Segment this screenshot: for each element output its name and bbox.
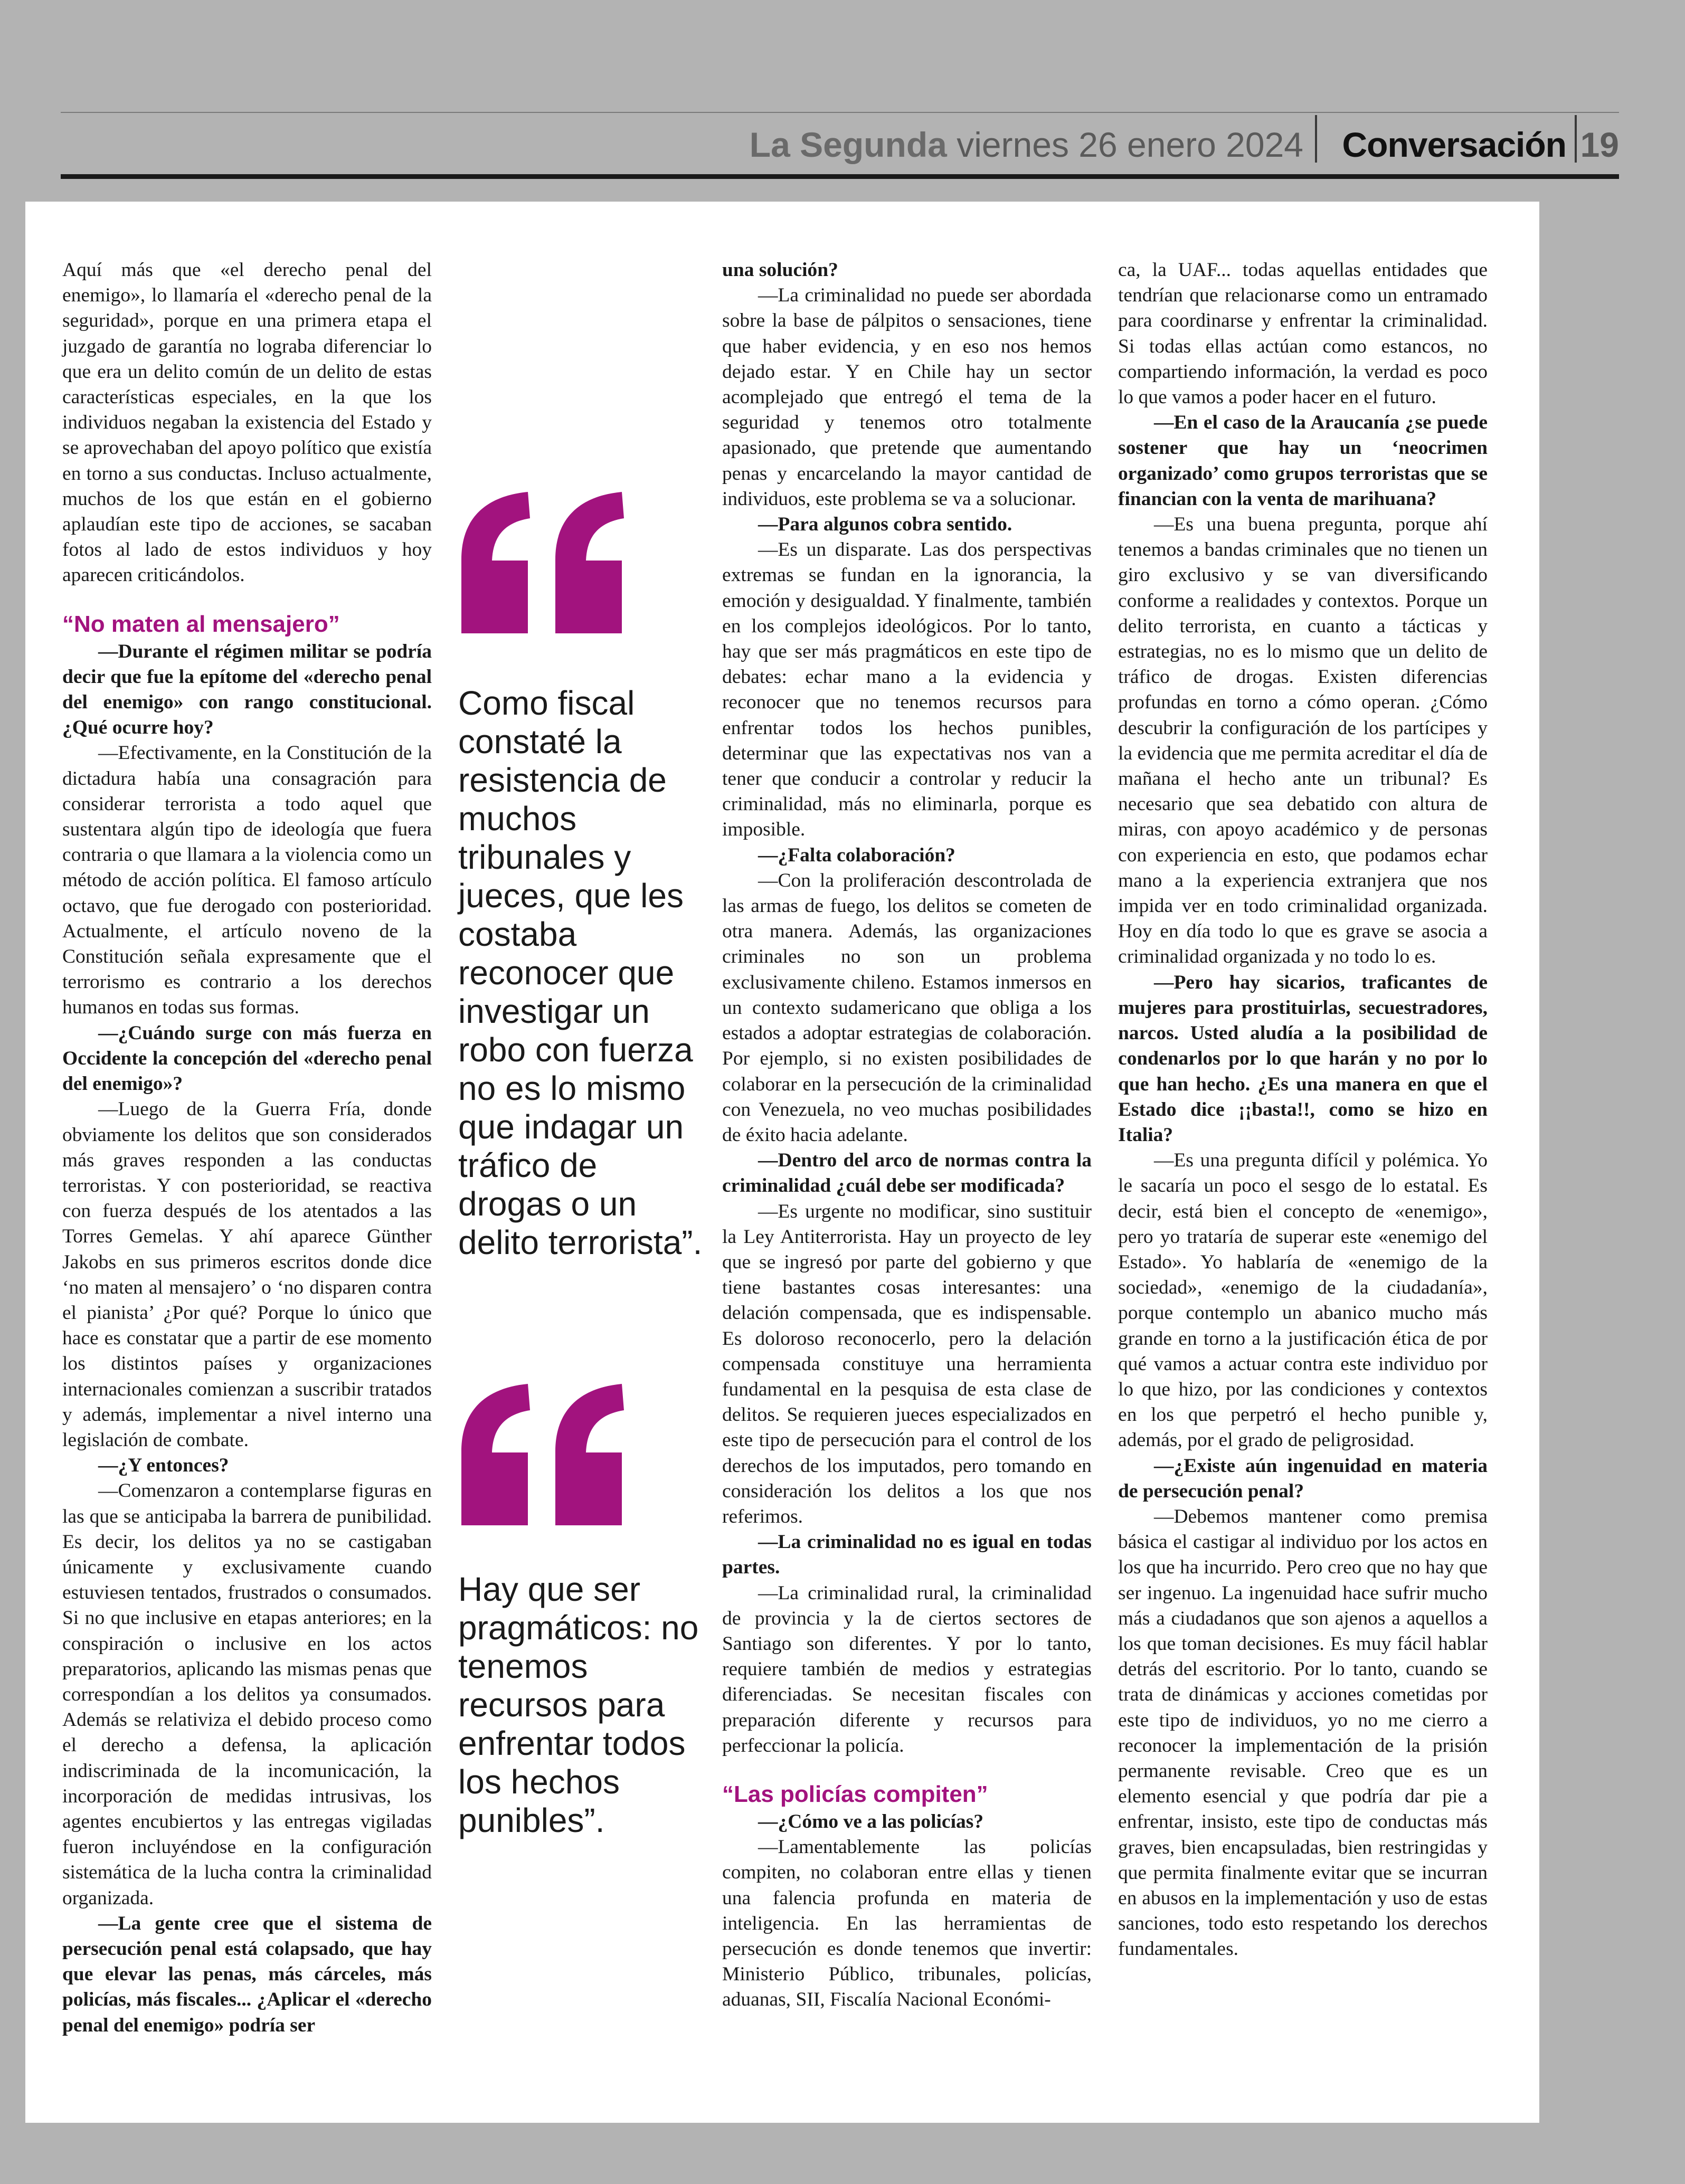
page-number: 19 [1580, 125, 1619, 164]
quote-mark-icon [455, 491, 635, 639]
interview-question: —Para algunos cobra sentido. [758, 514, 1012, 536]
interview-question: —Dentro del arco de normas contra la criminalidad ¿cuál debe ser modificada? [722, 1150, 1092, 1197]
interview-question: —¿Existe aún ingenuidad en materia de persecución penal? [1118, 1455, 1488, 1502]
paragraph: —Es una buena pregunta, porque ahí tenemos a bandas criminales que no tienen un giro exclusivo y se van diversificando conforme a realidades y contextos. Porque un delito terrorista, en cuanto a tácticas y estrategias, no es lo mismo que un delito de tráfico de drogas. Existen diferencias profundas en torno a cómo operan. ¿Cómo descubrir la configuración de los partícipes y la evidencia que me permita acreditar el día de mañana el hecho ante un tribunal? Es necesario que sea debatido con altura de miras, con apoyo académico y de personas con experiencia en esto, que podamos echar mano a la experiencia extranjera que nos impida ver en todo criminalidad organizada. Hoy en día todo lo que es grave se asocia a criminalidad organizada y no todo lo es. [1118, 514, 1488, 968]
pull-quote-2: Hay que ser pragmáticos: no tenemos recursos para enfrentar todos los hechos punibles”. [458, 1570, 699, 1839]
header-rule [61, 174, 1619, 179]
pull-quote-1: Como fiscal constaté la resistencia de muchos tribunales y jueces, que les costaba reconocer que investigar un robo con fuerza no es lo mismo que indagar un tráfico de drogas o un delito terrorista”. [458, 684, 703, 1261]
paragraph: —La criminalidad rural, la criminalidad de provincia y la de ciertos sectores de Santiago son diferentes. Y por lo tanto, requiere también de medios y estrategias diferenciadas. Se necesitan fiscales con preparación diferente y recursos para perfeccionar la policía. [722, 1582, 1092, 1756]
interview-question: —En el caso de la Araucanía ¿se puede sostener que hay un ‘neocrimen organizado’ como grupos terroristas que se financian con la venta de marihuana? [1118, 412, 1488, 510]
issue-date: viernes 26 enero 2024 [957, 125, 1303, 164]
interview-question: —¿Y entonces? [98, 1455, 229, 1477]
paragraph: Aquí más que «el derecho penal del enemigo», lo llamaría el «derecho penal de la seguridad», porque en una primera etapa el juzgado de garantía no lograba diferenciar lo que era un delito común de un delito de estas características especiales, en la que los individuos negaban la existencia del Estado y se aprovechaban del apoyo político que existía en torno a sus conductas. Incluso actualmente, muchos de los que están en el gobierno aplaudían este tipo de acciones, se sacaban fotos al lado de estos individuos y hoy aparecen criticándolos. [62, 259, 432, 586]
interview-question: —¿Cómo ve a las policías? [758, 1810, 984, 1832]
interview-question: —La criminalidad no es igual en todas partes. [722, 1531, 1092, 1579]
article-column-2 [722, 258, 1092, 2013]
page-header [61, 115, 1619, 174]
paragraph: —Debemos mantener como premisa básica el castigar al individuo por los actos en los que ha incurrido. Pero creo que no hay que ser ingenuo. La ingenuidad hace sufrir mucho más a ciudadanos que son ajenos a aquellos a los que toman decisiones. Es muy fácil hablar detrás del escritorio. Por lo tanto, cuando se trata de dinámicas y acciones cometidas por este tipo de individuos, yo no me cierro a reconocer la implementación de la prisión permanente revisable. Creo que es un elemento esencial y que podría dar pie a enfrentar, insisto, este tipo de conductas más graves, bien encapsuladas, bien restringidas y que permita finalmente evitar que se incurran en abusos en la implementación y uso de estas sanciones, todo esto respetando los derechos fundamentales. [1118, 1505, 1488, 1960]
newspaper-name: La Segunda [749, 125, 947, 164]
section-subheading: “Las policías compiten” [722, 1781, 988, 1807]
masthead [750, 118, 1303, 171]
paragraph: —Efectivamente, en la Constitución de la dictadura había una consagración para considerar terrorista a todo aquel que sustentara algún tipo de ideología que fuera contraria o que llamara a la violencia como un método de acción política. El famoso artículo octavo, que fue derogado con posterioridad. Actualmente, el artículo noveno de la Constitución señala expresamente que el terrorismo es contrario a los derechos humanos en todas sus formas. [62, 742, 432, 1019]
section-subheading: “No maten al mensajero” [62, 611, 340, 637]
top-thin-rule [61, 112, 1619, 113]
article-column-3 [1118, 258, 1488, 1962]
paragraph: —Comenzaron a contemplarse figuras en las que se anticipaba la barrera de punibilidad. Es decir, los delitos ya no se castigaban únicamente y exclusivamente cuando estuviesen tentados, frustrados o consumados. Si no que inclusive en etapas anteriores; en la conspiración o inclusive en los actos preparatorios, aplicando las mismas penas que correspondían a los delitos ya consumados. Además se relativiza el debido proceso como el derecho a defensa, la aplicación indiscriminada de la incomunicación, la incorporación de medidas intrusivas, los agentes encubiertos y las entregas vigiladas fueron incluyéndose en la configuración sistemática de la lucha contra la criminalidad organizada. [62, 1480, 432, 1909]
paragraph: —Con la proliferación descontrolada de las armas de fuego, los delitos se cometen de otra manera. Además, las organizaciones criminales no son un problema exclusivamente chileno. Estamos inmersos en un contexto sudamericano que obliga a los estados a adoptar estrategias de colaboración. Por ejemplo, si no existen posibilidades de colaborar en la persecución de la criminalidad con Venezuela, no veo muchas posibilidades de éxito hacia adelante. [722, 869, 1092, 1146]
interview-question: —Pero hay sicarios, traficantes de mujeres para prostituirlas, secuestradores, narcos. Usted aludía a la posibilidad de condenarlos por lo que harán y no por lo que han hecho. ¿Es una manera en que el Estado dice ¡¡basta!!, como se hizo en Italia? [1118, 971, 1488, 1146]
quote-mark-icon [455, 1383, 635, 1531]
paragraph: —La criminalidad no puede ser abordada sobre la base de pálpitos o sensaciones, tiene que haber evidencia, y en eso nos hemos dejado estar. Y en Chile hay un sector acomplejado que entregó el tema de la seguridad y tenemos otro totalmente apasionado, que pretende que aumentando penas y encarcelando la mayor cantidad de individuos, este problema se va a solucionar. [722, 284, 1092, 510]
interview-question: —¿Cuándo surge con más fuerza en Occidente la concepción del «derecho penal del enemigo»? [62, 1022, 432, 1095]
paragraph: —Lamentablemente las policías compiten, no colaboran entre ellas y tienen una falencia profunda en materia de inteligencia. En las herramientas de persecución es donde tenemos que invertir: Ministerio Público, tribunales, policías, aduanas, SII, Fiscalía Nacional Económi- [722, 1836, 1092, 2011]
article-column-1 [62, 258, 432, 2038]
paragraph: —Es urgente no modificar, sino sustituir la Ley Antiterrorista. Hay un proyecto de ley que se ingresó por parte del gobierno y que tiene bastantes cosas interesantes: una delación compensada, que es indispensable. Es doloroso reconocerlo, pero la delación compensada constituye una herramienta fundamental en la pesquisa de esta clase de delitos. Se requieren jueces especializados en este tipo de persecución para el control de los derechos de los imputados, pero tomando en consideración los delitos a los que nos referimos. [722, 1200, 1092, 1527]
paragraph: —Es una pregunta difícil y polémica. Yo le sacaría un poco el sesgo de lo estatal. Es decir, está bien el concepto de «enemigo», pero yo trataría de superar este «enemigo del Estado». Yo hablaría de «enemigo de la sociedad», «enemigo de la ciudadanía», porque contemplo un abanico mucho más grande en torno a la justificación ética de por qué vamos a actuar contra este individuo por lo que hizo, por las condiciones y contextos en los que perpetró el hecho punible y, además, por el grado de peligrosidad. [1118, 1150, 1488, 1451]
interview-question: —¿Falta colaboración? [758, 844, 955, 866]
interview-question: —Durante el régimen militar se podría decir que fue la epítome del «derecho penal del enemigo» con rango constitucional. ¿Qué ocurre hoy? [62, 640, 432, 739]
paragraph: ca, la UAF... todas aquellas entidades que tendrían que relacionarse como un entramado para coordinarse y enfrentar la criminalidad. Si todas ellas actúan como estancos, no compartiendo información, la verdad es poco lo que vamos a poder hacer en el futuro. [1118, 259, 1488, 409]
section-name: Conversación [1342, 125, 1566, 164]
header-separator [1315, 115, 1317, 163]
header-separator [1575, 115, 1577, 163]
interview-question: —La gente cree que el sistema de persecución penal está colapsado, que hay que elevar las penas, más cárceles, más policías, más fiscales... ¿Aplicar el «derecho penal del enemigo» podría ser [62, 1912, 432, 2036]
interview-question: una solución? [722, 259, 838, 281]
paragraph: —Luego de la Guerra Fría, donde obviamente los delitos que son considerados más graves responden a las conductas terroristas. Y con posterioridad, se reactiva con fuerza después de los atentados a las Torres Gemelas. Y ahí aparece Günther Jakobs en sus primeros escritos donde dice ‘no maten al mensajero’ o ‘no disparen contra el pianista’ ¿Por qué? Porque lo único que hace es constatar que a partir de ese momento los distintos países y organizaciones internacionales comienzan a suscribir tratados y además, implementar a nivel interno una legislación de combate. [62, 1098, 432, 1451]
paragraph: —Es un disparate. Las dos perspectivas extremas se fundan en la ignorancia, la emoción y desigualdad. Y finalmente, también en los complejos ideológicos. Por lo tanto, hay que ser más pragmáticos en este tipo de debates: echar mano a la evidencia y reconocer que no tenemos recursos para enfrentar todos los hechos punibles, determinar que las expectativas nos van a tener que conducir a controlar y reducir la criminalidad, más no eliminarla, porque es imposible. [722, 539, 1092, 841]
